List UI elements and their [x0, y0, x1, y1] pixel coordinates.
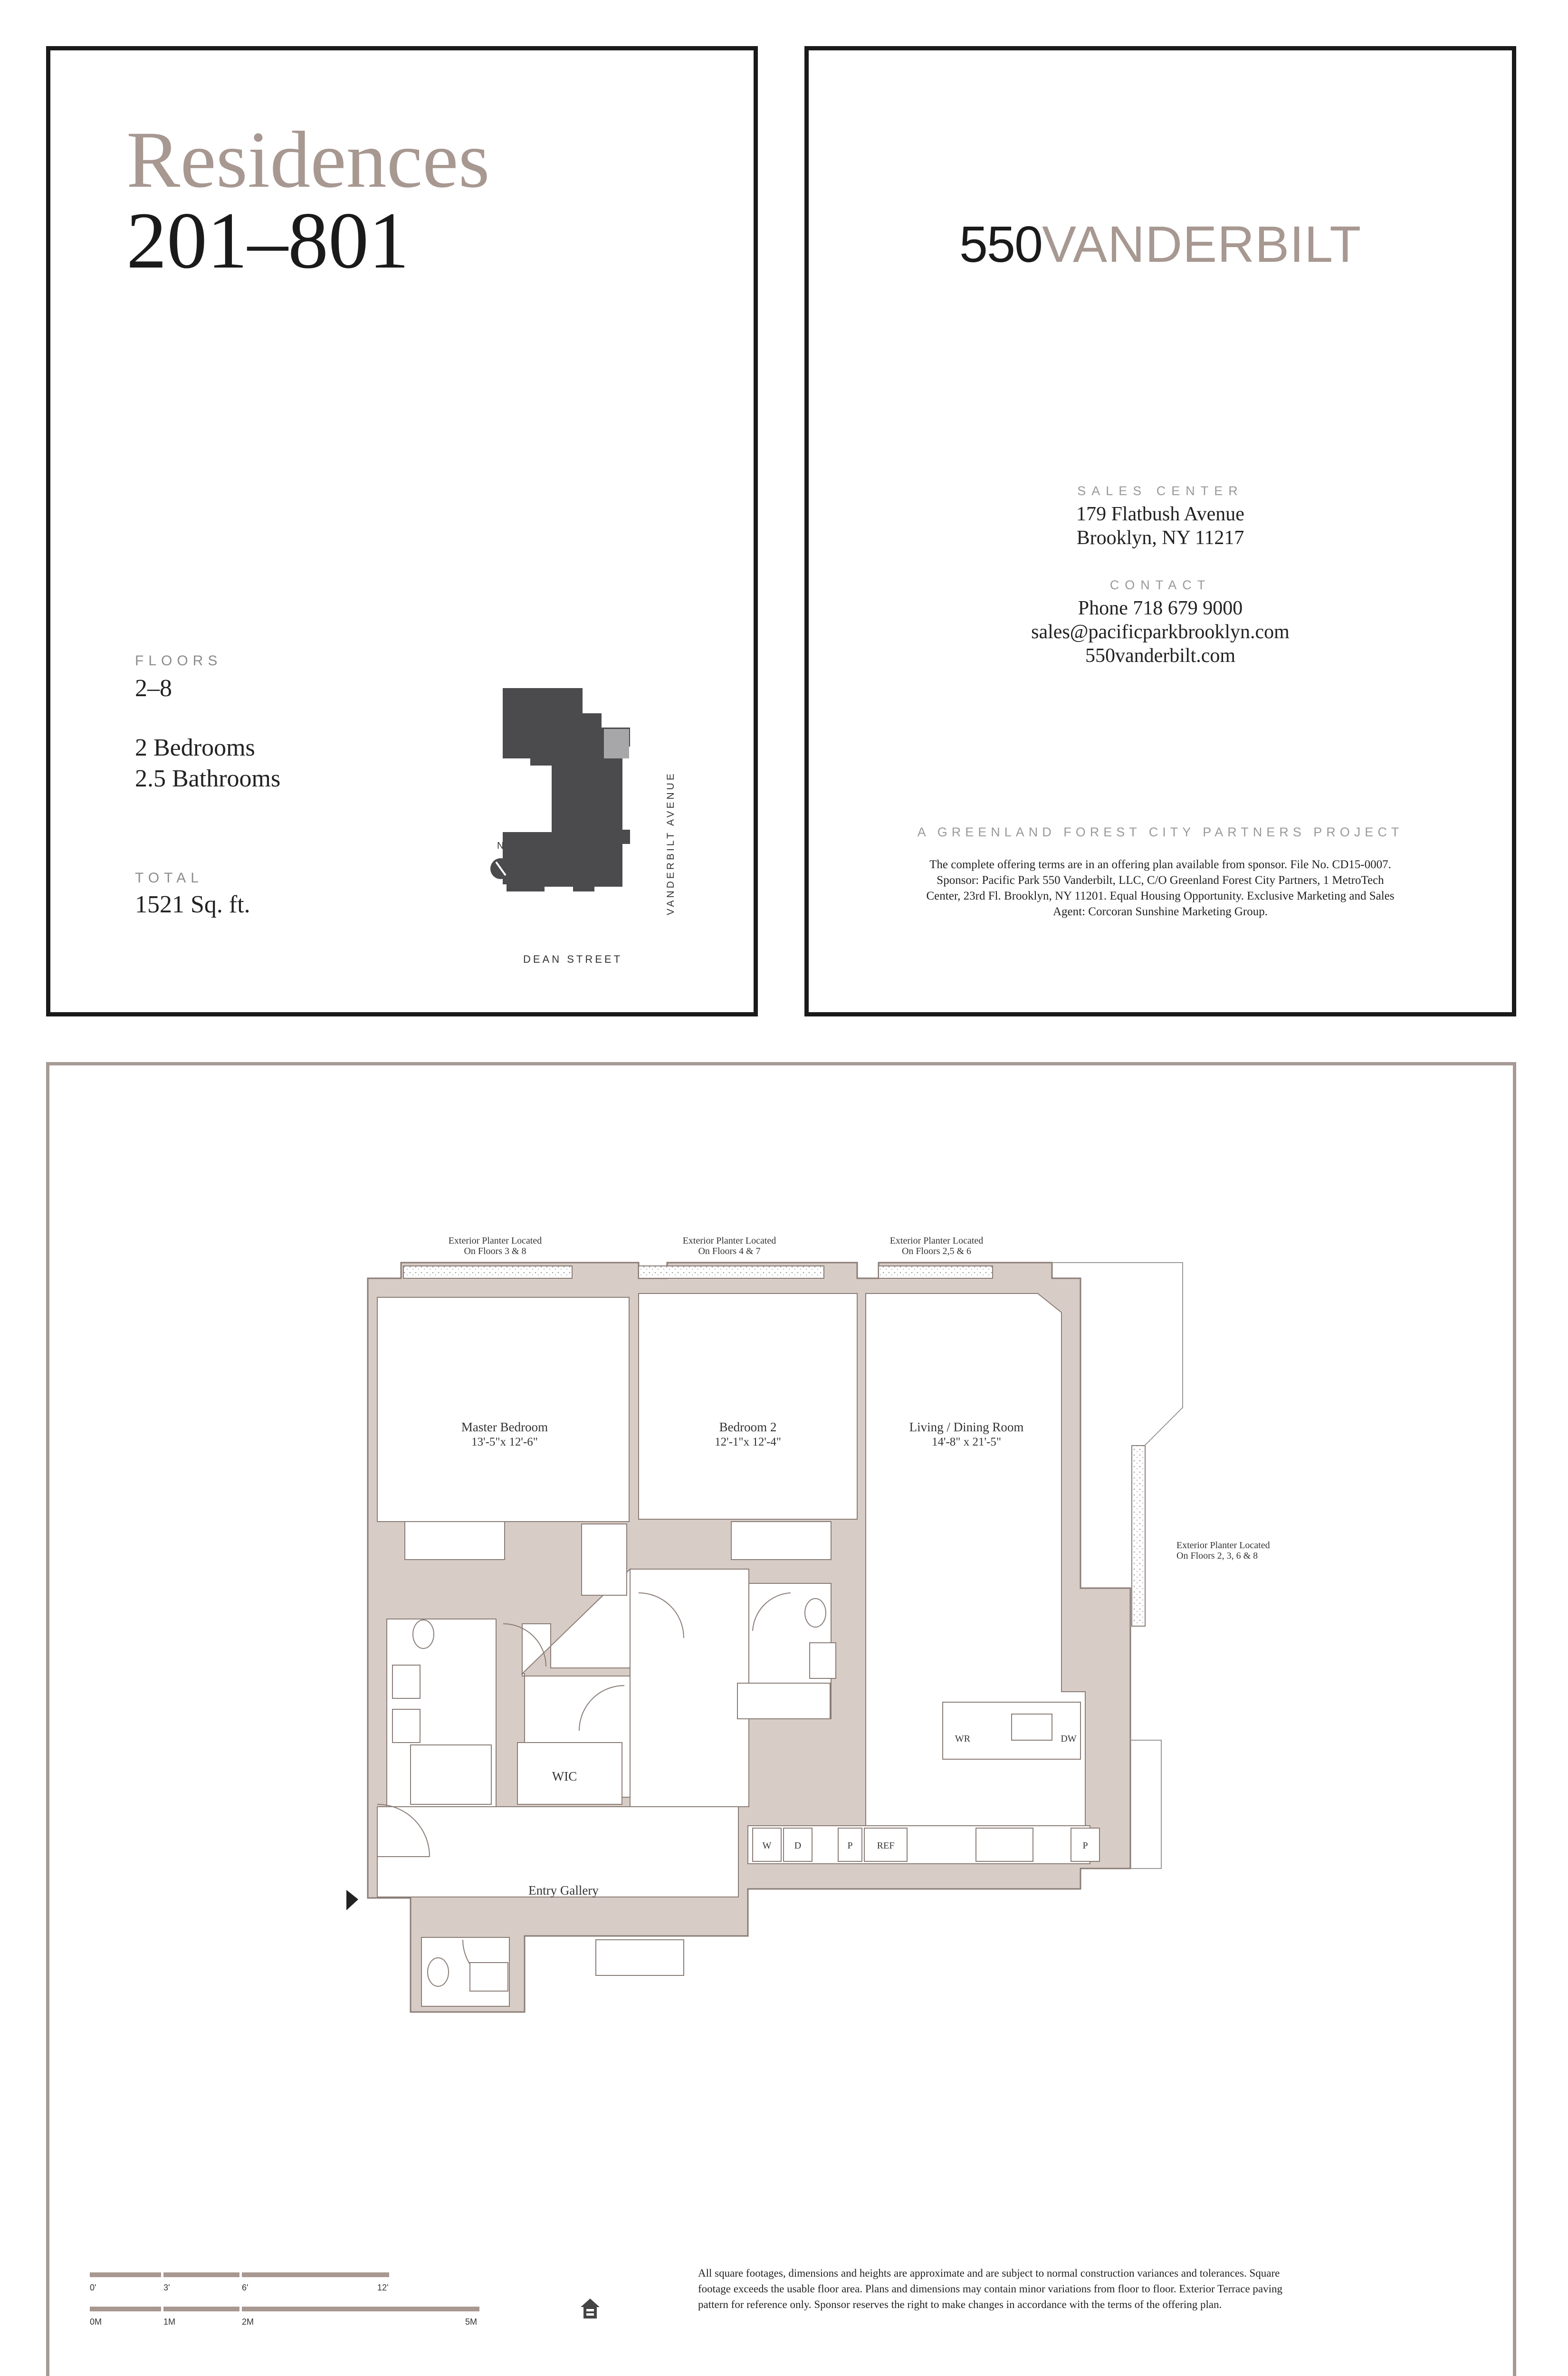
bedroom-2-dims: 12'-1"x 12'-4" [715, 1436, 781, 1448]
master-bedroom-label: Master Bedroom [461, 1420, 548, 1434]
wic-label: WIC [552, 1769, 577, 1783]
logo-number: 550 [959, 215, 1042, 273]
shower-master [411, 1745, 491, 1804]
linen-closet [582, 1524, 627, 1595]
compass-icon [490, 858, 511, 879]
cover-panel [46, 46, 758, 1016]
scale-m-5: 5M [465, 2317, 478, 2327]
planter-east [1132, 1446, 1145, 1626]
contact-email[interactable]: sales@pacificparkbrooklyn.com [1031, 621, 1290, 643]
planter-label-1a: Exterior Planter Located [448, 1236, 542, 1246]
sales-center-label: SALES CENTER [1077, 484, 1243, 498]
range [976, 1828, 1033, 1861]
planter-master [403, 1266, 572, 1278]
pantry-1-label: P [847, 1840, 853, 1851]
dean-street-label: DEAN STREET [523, 953, 623, 965]
disclaimer-line2: footage exceeds the usable floor area. Plans and dimensions may contain minor variations from floor to floor. Exterior Terrace paving [698, 2283, 1282, 2295]
bedroom-count: 2 Bedrooms [135, 734, 255, 761]
sales-address-line1: 179 Flatbush Avenue [1076, 503, 1244, 525]
planter-label-4a: Exterior Planter Located [1176, 1540, 1270, 1551]
disclaimer-line3: pattern for reference only. Sponsor reserves the right to make changes in accordance with the terms of the offering plan. [698, 2299, 1222, 2310]
dryer-label: D [794, 1840, 802, 1851]
toilet-bath2 [805, 1599, 826, 1627]
scale-ft-3: 3' [163, 2283, 170, 2292]
scale-m-0: 0M [90, 2317, 102, 2327]
info-panel [804, 46, 1516, 1016]
planter-label-3a: Exterior Planter Located [889, 1236, 984, 1246]
legal-line2: Sponsor: Pacific Park 550 Vanderbilt, LLC, C/O Greenland Forest City Partners, 1 MetroTech [937, 874, 1384, 887]
bedroom-2-closet [731, 1522, 831, 1560]
bathroom-count: 2.5 Bathrooms [135, 765, 281, 792]
total-label: TOTAL [135, 870, 203, 886]
total-area: 1521 Sq. ft. [135, 891, 250, 918]
vanderbilt-avenue-label: VANDERBILT AVENUE [665, 771, 676, 915]
project-tagline: A GREENLAND FOREST CITY PARTNERS PROJECT [917, 825, 1404, 839]
legal-line3: Center, 23rd Fl. Brooklyn, NY 11201. Equal Housing Opportunity. Exclusive Marketing and Sales [926, 890, 1395, 902]
living-dining-floor [866, 1293, 1085, 1845]
brand-logo [809, 214, 1512, 274]
vanity-bath2 [810, 1643, 836, 1678]
vanity-master-2 [392, 1709, 420, 1743]
vanity-master-1 [392, 1665, 420, 1698]
floor-plan-drawing [49, 1065, 1513, 2376]
bedroom-2-floor [639, 1293, 857, 1519]
entry-gallery-label: Entry Gallery [528, 1883, 599, 1897]
contact-website[interactable]: 550vanderbilt.com [1085, 645, 1236, 667]
legal-line4: Agent: Corcoran Sunshine Marketing Group. [1052, 905, 1268, 918]
planter-label-1b: On Floors 3 & 8 [464, 1246, 526, 1256]
floors-label: FLOORS [135, 653, 222, 669]
disclaimer-line1: All square footages, dimensions and heights are approximate and are subject to normal construction variances and tolerances. Square [698, 2267, 1280, 2279]
scale-m-2: 2M [242, 2317, 254, 2327]
hall-core [630, 1569, 749, 1807]
toilet-master [413, 1620, 434, 1648]
logo-word: VANDERBILT [1042, 215, 1362, 273]
entry-closet [596, 1940, 684, 1975]
living-dining-label: Living / Dining Room [909, 1420, 1024, 1434]
building-highlight-block [604, 729, 629, 758]
entry-arrow-icon [346, 1890, 358, 1910]
scale-m-1: 1M [163, 2317, 176, 2327]
planter-label-4b: On Floors 2, 3, 6 & 8 [1176, 1551, 1258, 1561]
kitchen-sink [1012, 1714, 1052, 1740]
terrace-outline-south [1130, 1740, 1161, 1868]
scale-bar-meters [90, 2307, 479, 2311]
dw-label: DW [1061, 1734, 1077, 1744]
building-key-plan [430, 668, 735, 972]
master-bedroom-dims: 13'-5"x 12'-6" [471, 1436, 538, 1448]
sales-address-line2: Brooklyn, NY 11217 [1076, 527, 1244, 549]
bedroom-2-label: Bedroom 2 [719, 1420, 777, 1434]
pantry-2-label: P [1082, 1840, 1088, 1851]
toilet-powder [428, 1958, 449, 1986]
scale-bar-feet [90, 2272, 389, 2277]
washer-label: W [762, 1840, 772, 1851]
planter-label-3b: On Floors 2,5 & 6 [901, 1246, 972, 1256]
cover-title: Residences [126, 115, 490, 204]
floors-value: 2–8 [135, 675, 172, 702]
contact-label: CONTACT [1109, 578, 1211, 592]
contact-phone: Phone 718 679 9000 [1078, 597, 1243, 619]
floor-plan-panel [46, 1062, 1516, 2376]
scale-ft-6: 6' [242, 2283, 249, 2292]
scale-ft-12: 12' [377, 2283, 389, 2292]
planter-label-2a: Exterior Planter Located [682, 1236, 776, 1246]
wr-label: WR [955, 1734, 971, 1744]
equal-housing-icon [581, 2299, 600, 2319]
cover-residence-range: 201–801 [126, 196, 409, 285]
planter-label-2b: On Floors 4 & 7 [698, 1246, 761, 1256]
planter-living [879, 1266, 993, 1278]
master-closet [405, 1522, 505, 1560]
building-footprint [503, 688, 630, 891]
living-dining-dims: 14'-8" x 21'-5" [931, 1436, 1002, 1448]
legal-line1: The complete offering terms are in an offering plan available from sponsor. File No. CD15-0007. [929, 858, 1391, 871]
vanity-powder [470, 1963, 508, 1991]
planter-bedroom2 [639, 1266, 824, 1278]
scale-ft-0: 0' [90, 2283, 96, 2292]
refrigerator-label: REF [877, 1840, 895, 1851]
tub-bath2 [737, 1683, 830, 1719]
master-bedroom-floor [377, 1297, 629, 1522]
north-label: N [497, 841, 504, 851]
